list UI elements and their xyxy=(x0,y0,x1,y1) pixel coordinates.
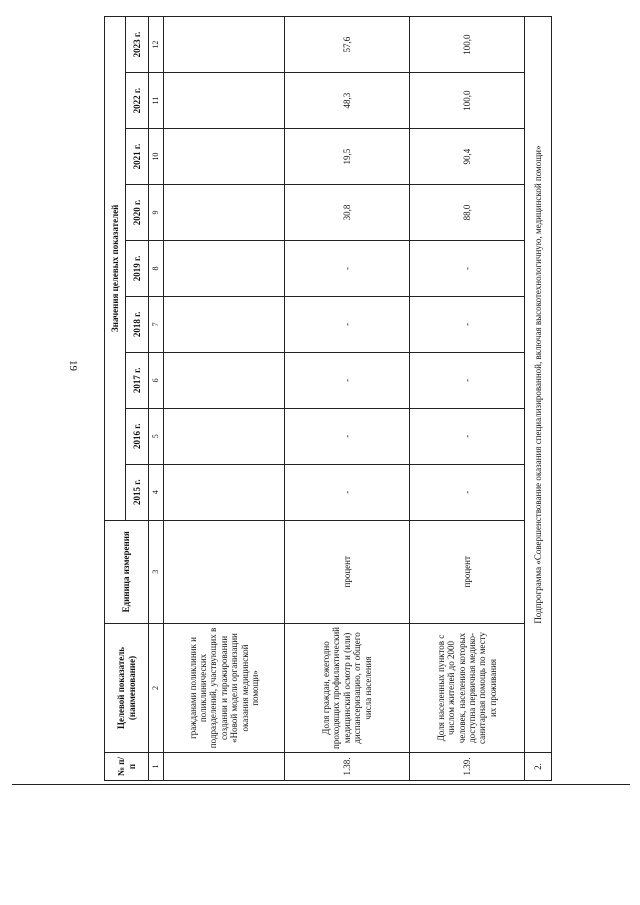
header-year: 2015 г. xyxy=(126,464,149,520)
row-value xyxy=(164,129,285,185)
row-value xyxy=(164,352,285,408)
row-unit: процент xyxy=(285,520,410,623)
indicator-table xyxy=(104,16,552,781)
row-value xyxy=(164,17,285,73)
row-value xyxy=(164,185,285,241)
table-row xyxy=(410,17,525,781)
row-value xyxy=(164,464,285,520)
row-indicator-name: Доля населенных пунктов с числом жителей до 2000 человек, населению которых доступна первичная медико-санитарная помощь по месту их проживания xyxy=(410,623,525,752)
header-row-1 xyxy=(105,17,126,781)
header-year: 2022 г. xyxy=(126,73,149,129)
header-year: 2018 г. xyxy=(126,296,149,352)
row-unit: процент xyxy=(410,520,525,623)
header-values-group: Значения целевых показателей xyxy=(105,17,126,521)
row-value: - xyxy=(285,464,410,520)
row-value: 19,5 xyxy=(285,129,410,185)
subprogram-title: Подпрограмма «Совершенствование оказания специализированной, включая высокотехнологичную, медицинской помощи» xyxy=(525,17,552,753)
row-num: 1.39. xyxy=(410,753,525,781)
column-number: 12 xyxy=(149,17,164,73)
row-indicator-name: гражданами поликлиник и поликлинических подразделений, участвующих в создании и тиражировании «Новой модели организации оказания медицинской помощи» xyxy=(164,623,285,752)
row-value: - xyxy=(410,296,525,352)
header-year: 2016 г. xyxy=(126,408,149,464)
row-num: 1.38. xyxy=(285,753,410,781)
row-value: 30,8 xyxy=(285,185,410,241)
row-value: 100,0 xyxy=(410,73,525,129)
row-value xyxy=(164,408,285,464)
subprogram-num: 2. xyxy=(525,753,552,781)
column-number: 8 xyxy=(149,240,164,296)
row-value: 88,0 xyxy=(410,185,525,241)
column-number: 3 xyxy=(149,520,164,623)
column-number: 11 xyxy=(149,73,164,129)
table-row xyxy=(285,17,410,781)
row-value: - xyxy=(285,352,410,408)
row-value: - xyxy=(410,464,525,520)
row-value: - xyxy=(285,240,410,296)
row-value: - xyxy=(410,352,525,408)
header-unit: Единица измерения xyxy=(105,520,149,623)
row-value: 48,3 xyxy=(285,73,410,129)
table-row xyxy=(164,17,285,781)
row-value: - xyxy=(410,240,525,296)
row-value xyxy=(164,240,285,296)
horizontal-rule xyxy=(12,784,630,785)
row-value xyxy=(164,296,285,352)
row-value xyxy=(164,73,285,129)
header-num: № п/п xyxy=(105,753,149,781)
subprogram-row xyxy=(525,17,552,781)
row-value: - xyxy=(285,296,410,352)
column-number: 10 xyxy=(149,129,164,185)
column-number: 1 xyxy=(149,753,164,781)
row-value: - xyxy=(285,408,410,464)
header-year: 2020 г. xyxy=(126,185,149,241)
row-value: 90,4 xyxy=(410,129,525,185)
row-value: - xyxy=(410,408,525,464)
row-num xyxy=(164,753,285,781)
header-year: 2017 г. xyxy=(126,352,149,408)
header-year: 2019 г. xyxy=(126,240,149,296)
row-indicator-name: Доля граждан, ежегодно проходящих профилактический медицинский осмотр и (или) диспансеризацию, от общего числа населения xyxy=(285,623,410,752)
column-number: 2 xyxy=(149,623,164,752)
row-value: 100,0 xyxy=(410,17,525,73)
row-value: 57,6 xyxy=(285,17,410,73)
header-year: 2023 г. xyxy=(126,17,149,73)
header-year: 2021 г. xyxy=(126,129,149,185)
column-number: 6 xyxy=(149,352,164,408)
header-name: Целевой показатель (наименование) xyxy=(105,623,149,752)
column-number: 7 xyxy=(149,296,164,352)
column-number: 9 xyxy=(149,185,164,241)
indicator-table-container xyxy=(104,16,543,781)
column-number-row xyxy=(149,17,164,781)
page-number: 19 xyxy=(67,360,79,371)
column-number: 4 xyxy=(149,464,164,520)
row-unit xyxy=(164,520,285,623)
column-number: 5 xyxy=(149,408,164,464)
